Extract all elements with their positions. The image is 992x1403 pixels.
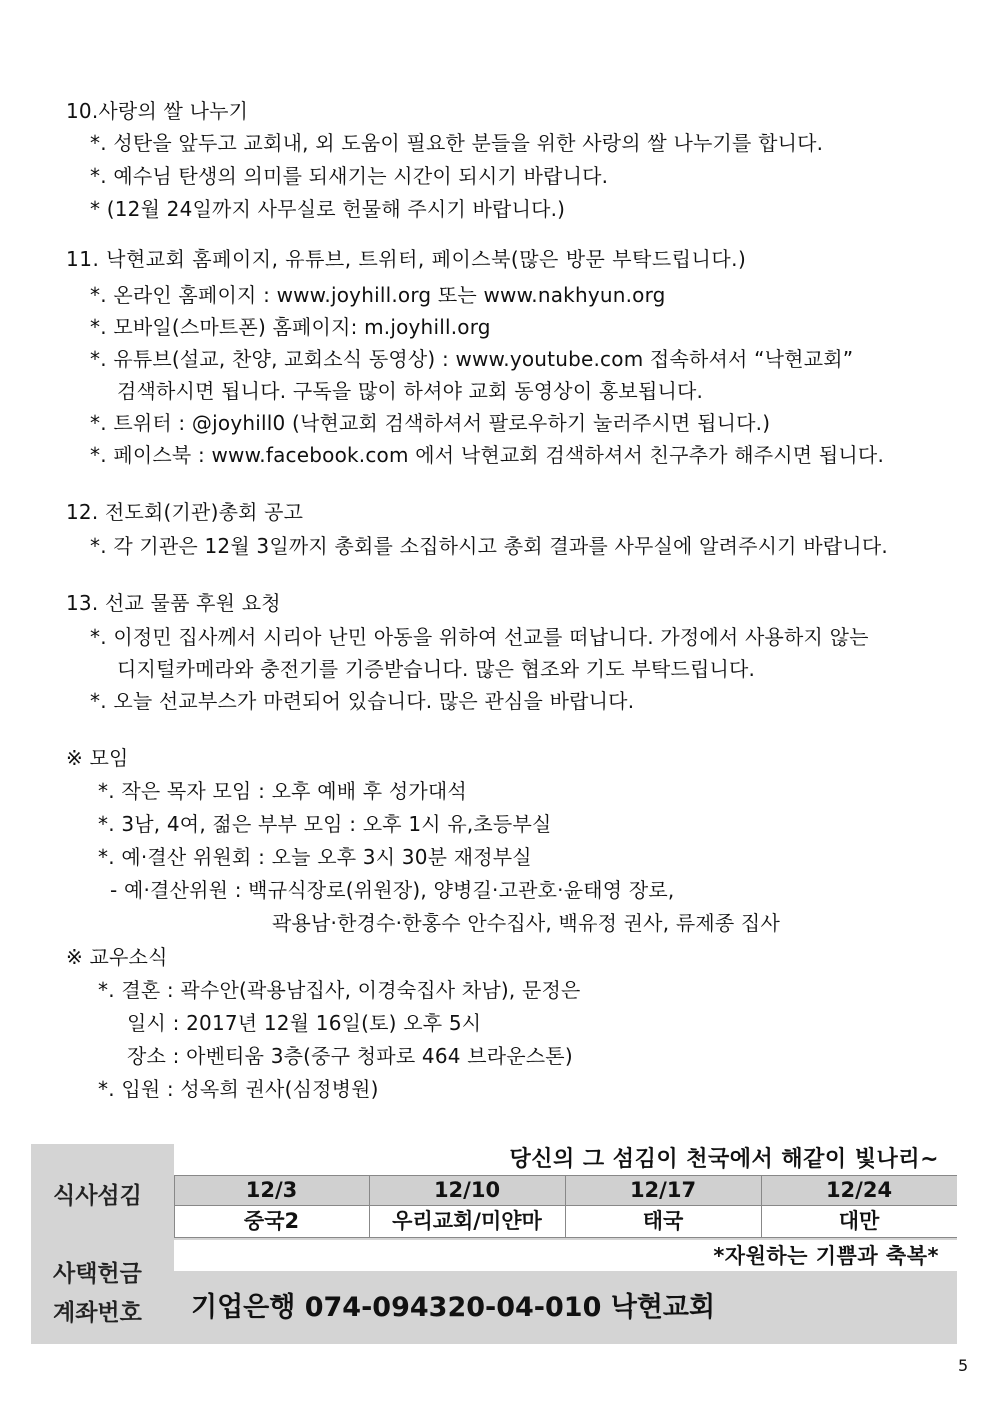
section-10-line: *. 성탄을 앞두고 교회내, 외 도움이 필요한 분들을 위한 사랑의 쌀 나누기를 합니다. — [90, 131, 824, 155]
offering-label: 사택헌금 — [53, 1261, 142, 1287]
section-12-title: 12. 전도회(기관)총회 공고 — [66, 500, 304, 524]
section-11-line: *. 페이스북 : www.facebook.com 에서 낙현교회 검색하셔서 친구추가 해주시면 됩니다. — [90, 443, 885, 467]
meeting-line: *. 작은 목자 모임 : 오후 예배 후 성가대석 — [98, 779, 467, 803]
date-cell: 12/3 — [245, 1178, 298, 1202]
news-line: *. 입원 : 성옥희 권사(심정병원) — [98, 1077, 379, 1101]
server-cell: 우리교회/미얀마 — [392, 1209, 542, 1233]
section-10-line: * (12월 24일까지 사무실로 헌물해 주시기 바랍니다.) — [90, 197, 566, 221]
news-title: ※ 교우소식 — [66, 945, 168, 969]
server-cell: 중국2 — [243, 1209, 300, 1233]
meeting-line: - 예·결산위원 : 백규식장로(위원장), 양병길·고관호·윤태영 장로, — [110, 878, 675, 902]
offering-note: *자원하는 기쁨과 축복* — [713, 1244, 939, 1268]
date-cell: 12/17 — [629, 1178, 697, 1202]
section-13-line: *. 이정민 집사께서 시리아 난민 아동을 위하여 선교를 떠납니다. 가정에서 사용하지 않는 — [90, 625, 869, 649]
meeting-title: ※ 모임 — [66, 746, 129, 770]
meeting-line: *. 예·결산 위원회 : 오늘 오후 3시 30분 재정부실 — [98, 845, 532, 869]
section-10-line: *. 예수님 탄생의 의미를 되새기는 시간이 되시기 바랍니다. — [90, 164, 609, 188]
meeting-line: *. 3남, 4여, 젊은 부부 모임 : 오후 1시 유,초등부실 — [98, 812, 552, 836]
date-cell: 12/10 — [433, 1178, 501, 1202]
news-line: *. 결혼 : 곽수안(곽용남집사, 이경숙집사 차남), 문정은 — [98, 978, 581, 1002]
section-13-title: 13. 선교 물품 후원 요청 — [66, 591, 281, 615]
service-info-table — [31, 1144, 957, 1344]
news-line: 장소 : 아벤티움 3층(중구 청파로 464 브라운스톤) — [127, 1044, 573, 1068]
page-number: 5 — [958, 1356, 969, 1375]
server-cell: 대만 — [838, 1209, 880, 1233]
section-11-line: *. 트위터 : @joyhill0 (낙현교회 검색하셔서 팔로우하기 눌러주시면 됩니다.) — [90, 411, 771, 435]
section-10-title: 10.사랑의 쌀 나누기 — [66, 99, 249, 123]
section-12-line: *. 각 기관은 12월 3일까지 총회를 소집하시고 총회 결과를 사무실에 알려주시기 바랍니다. — [90, 534, 888, 558]
account-label: 계좌번호 — [53, 1300, 142, 1326]
news-line: 일시 : 2017년 12월 16일(토) 오후 5시 — [127, 1011, 482, 1035]
meeting-line: 곽용남·한경수·한홍수 안수집사, 백유정 권사, 류제종 집사 — [272, 911, 780, 935]
section-11-line: *. 모바일(스마트폰) 홈페이지: m.joyhill.org — [90, 315, 491, 339]
section-11-line: 검색하시면 됩니다. 구독을 많이 하셔야 교회 동영상이 홍보됩니다. — [117, 379, 704, 403]
meal-service-label: 식사섬김 — [53, 1183, 142, 1209]
section-11-line: *. 온라인 홈페이지 : www.joyhill.org 또는 www.nakhyun.org — [90, 283, 666, 307]
section-11-title: 11. 낙현교회 홈페이지, 유튜브, 트위터, 페이스북(많은 방문 부탁드립니다.) — [66, 247, 747, 271]
section-13-line: *. 오늘 선교부스가 마련되어 있습니다. 많은 관심을 바랍니다. — [90, 689, 635, 713]
slogan: 당신의 그 섬김이 천국에서 해같이 빛나리~ — [509, 1147, 939, 1172]
date-cell: 12/24 — [825, 1178, 893, 1202]
server-cell: 태국 — [642, 1209, 684, 1233]
account-value: 기업은행 074-094320-04-010 낙현교회 — [191, 1292, 716, 1323]
section-11-line: *. 유튜브(설교, 찬양, 교회소식 동영상) : www.youtube.com 접속하셔서 “낙현교회” — [90, 347, 854, 371]
section-13-line: 디지털카메라와 충전기를 기증받습니다. 많은 협조와 기도 부탁드립니다. — [117, 657, 756, 681]
